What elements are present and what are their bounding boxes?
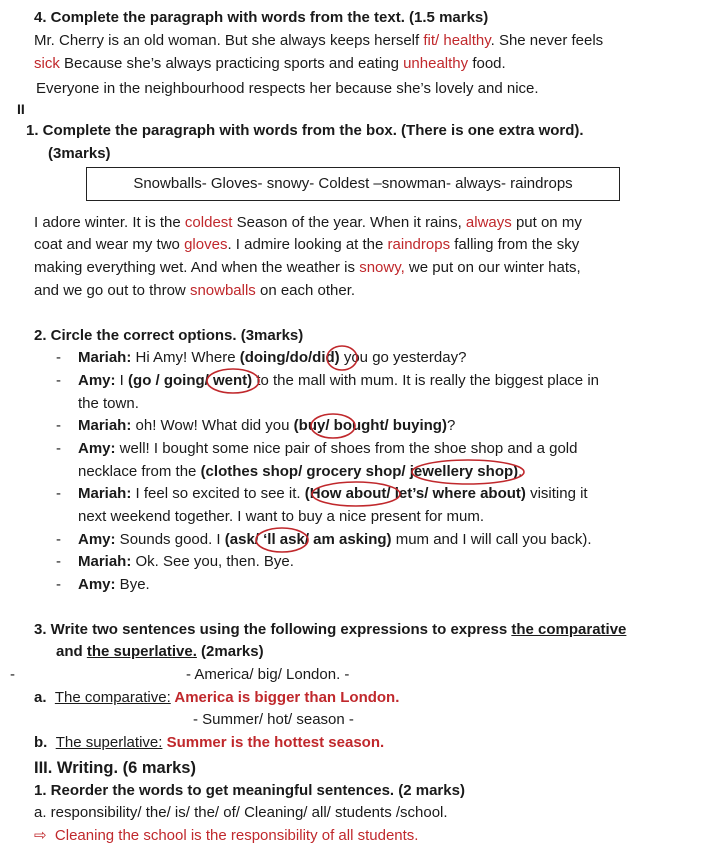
- dialogue-dash: -: [56, 349, 61, 366]
- dialogue-line-2: Amy: I (go / going/ went) to the mall with mum. It is really the biggest place in: [78, 372, 599, 389]
- dialogue-line-1: Mariah: Hi Amy! Where (doing/do/did) you go yesterday?: [78, 349, 467, 366]
- q1-heading-marks: (3marks): [48, 145, 111, 162]
- circle-did: [327, 346, 357, 370]
- q3-prompt-1: - America/ big/ London. -: [186, 666, 350, 683]
- section2-label: II: [17, 101, 25, 117]
- section3-heading: III. Writing. (6 marks): [34, 759, 196, 777]
- dialogue-dash: -: [56, 531, 61, 548]
- circle-how-about: [312, 482, 400, 506]
- dialogue-line-4: Amy: well! I bought some nice pair of shoes from the shoe shop and a gold: [78, 440, 578, 457]
- dialogue-dash: -: [56, 417, 61, 434]
- circle-ll-ask: [256, 528, 308, 552]
- q3-answer-a: a. The comparative: America is bigger than London.: [34, 689, 400, 706]
- dialogue-line-8: Amy: Bye.: [78, 576, 150, 593]
- q1-para-line3: making everything wet. And when the weather is snowy, we put on our winter hats,: [34, 259, 581, 276]
- q3-heading-line2: and the superlative. (2marks): [56, 643, 264, 660]
- q3-heading: 3. Write two sentences using the following expressions to express the comparative: [34, 621, 627, 638]
- circle-buy: [311, 414, 355, 438]
- section4-line1: Mr. Cherry is an old woman. But she always keeps herself fit/ healthy. She never feels: [34, 32, 604, 49]
- q3-prompt-2: - Summer/ hot/ season -: [193, 711, 354, 728]
- q1-para-line2: coat and wear my two gloves. I admire looking at the raindrops falling from the sky: [34, 236, 580, 253]
- dialogue-dash: -: [56, 553, 61, 570]
- dialogue-dash: -: [56, 576, 61, 593]
- q1-heading: 1. Complete the paragraph with words from the box. (There is one extra word).: [26, 122, 584, 139]
- q3-answer-b: b. The superlative: Summer is the hottest season.: [34, 734, 385, 751]
- dialogue-line-3: Mariah: oh! Wow! What did you (buy/ bought/ buying)?: [78, 417, 456, 434]
- dialogue-line-4-cont: necklace from the (clothes shop/ grocery shop/ jewellery shop).: [78, 463, 523, 480]
- dialogue-dash: -: [56, 372, 61, 389]
- s3-q1-answer: ⇨ Cleaning the school is the responsibility of all students.: [34, 827, 419, 844]
- answer-unhealthy: unhealthy: [403, 55, 469, 72]
- section4-line2: sick Because she’s always practicing sports and eating unhealthy food.: [34, 55, 506, 72]
- section4-heading: 4. Complete the paragraph with words from the text. (1.5 marks): [34, 9, 489, 26]
- answer-fit-healthy: fit/ healthy: [423, 32, 491, 49]
- q2-heading: 2. Circle the correct options. (3marks): [34, 327, 304, 344]
- margin-dash: -: [10, 666, 15, 683]
- arrow-icon: ⇨: [34, 827, 47, 844]
- dialogue-line-7: Mariah: Ok. See you, then. Bye.: [78, 553, 294, 570]
- dialogue-dash: -: [56, 440, 61, 457]
- s3-q1-heading: 1. Reorder the words to get meaningful sentences. (2 marks): [34, 782, 465, 799]
- dialogue-line-2-cont: the town.: [78, 395, 139, 412]
- q1-para-line1: I adore winter. It is the coldest Season of the year. When it rains, always put on my: [34, 214, 582, 231]
- dialogue-line-6: Amy: Sounds good. I (ask/ ‘ll ask/ am asking) mum and I will call you back).: [78, 531, 592, 548]
- dialogue-line-5: Mariah: I feel so excited to see it. (How about/ let’s/ where about) visiting it: [78, 485, 588, 502]
- dialogue-line-5-cont: next weekend together. I want to buy a nice present for mum.: [78, 508, 485, 525]
- circle-went: [207, 369, 259, 393]
- word-box: Snowballs- Gloves- snowy- Coldest –snowman- always- raindrops: [86, 167, 620, 201]
- circle-jewellery-shop: [412, 460, 524, 484]
- q1-para-line4: and we go out to throw snowballs on each other.: [34, 282, 356, 299]
- dialogue-dash: -: [56, 485, 61, 502]
- s3-q1-a-line: a. responsibility/ the/ is/ the/ of/ Cleaning/ all/ students /school.: [34, 804, 448, 821]
- answer-sick: sick: [34, 55, 60, 72]
- section4-line3: Everyone in the neighbourhood respects her because she’s lovely and nice.: [36, 80, 539, 97]
